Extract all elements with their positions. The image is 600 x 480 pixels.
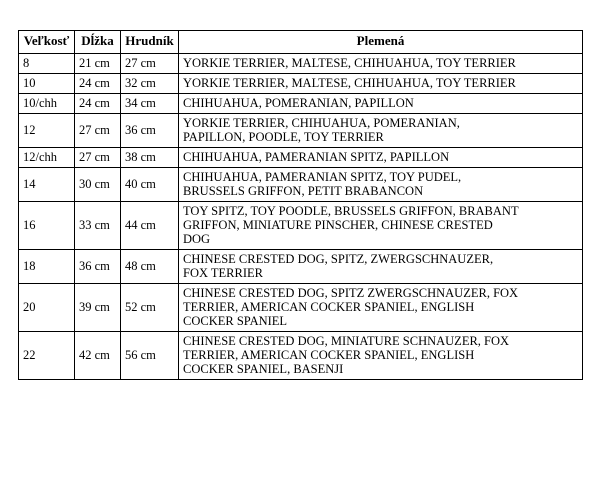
- table-row: [19, 113, 583, 147]
- table-row: [19, 147, 583, 167]
- cell-breeds: [179, 73, 583, 93]
- breed-line: TERRIER, AMERICAN COCKER SPANIEL, ENGLISH: [183, 347, 475, 362]
- table-row: [19, 73, 583, 93]
- breed-line: COCKER SPANIEL, BASENJI: [183, 361, 344, 376]
- cell-chest: 36 cm: [121, 113, 179, 147]
- cell-breeds: [179, 249, 583, 283]
- table-header: [19, 31, 583, 54]
- cell-length: 27 cm: [75, 147, 121, 167]
- breed-line: CHIHUAHUA, PAMERANIAN SPITZ, TOY PUDEL,: [183, 169, 462, 184]
- breed-line: CHIHUAHUA, PAMERANIAN SPITZ, PAPILLON: [183, 149, 450, 164]
- table-row: [19, 249, 583, 283]
- cell-length: 24 cm: [75, 73, 121, 93]
- cell-length: 39 cm: [75, 283, 121, 331]
- breed-line: COCKER SPANIEL: [183, 313, 288, 328]
- cell-size: 18: [19, 249, 75, 283]
- cell-length: 21 cm: [75, 53, 121, 73]
- table-row: [19, 93, 583, 113]
- cell-chest: 27 cm: [121, 53, 179, 73]
- breed-line: PAPILLON, POODLE, TOY TERRIER: [183, 129, 384, 144]
- cell-chest: 40 cm: [121, 167, 179, 201]
- cell-breeds: [179, 331, 583, 379]
- breed-line: TERRIER, AMERICAN COCKER SPANIEL, ENGLISH: [183, 299, 475, 314]
- table-body: [19, 53, 583, 379]
- cell-breeds: [179, 147, 583, 167]
- breed-line: BRUSSELS GRIFFON, PETIT BRABANCON: [183, 183, 424, 198]
- cell-breeds: [179, 113, 583, 147]
- breed-line: CHIHUAHUA, POMERANIAN, PAPILLON: [183, 95, 414, 110]
- breed-line: CHINESE CRESTED DOG, MINIATURE SCHNAUZER, FOX: [183, 333, 510, 348]
- cell-size: 12: [19, 113, 75, 147]
- breed-line: CHINESE CRESTED DOG, SPITZ, ZWERGSCHNAUZER,: [183, 251, 494, 266]
- cell-breeds: [179, 93, 583, 113]
- breed-line: CHINESE CRESTED DOG, SPITZ ZWERGSCHNAUZER, FOX: [183, 285, 519, 300]
- cell-size: 22: [19, 331, 75, 379]
- cell-chest: 34 cm: [121, 93, 179, 113]
- cell-length: 42 cm: [75, 331, 121, 379]
- breed-line: YORKIE TERRIER, MALTESE, CHIHUAHUA, TOY TERRIER: [183, 75, 516, 90]
- cell-chest: 48 cm: [121, 249, 179, 283]
- column-header-size: Veľkosť: [19, 31, 75, 54]
- breed-line: YORKIE TERRIER, CHIHUAHUA, POMERANIAN,: [183, 115, 460, 130]
- breed-line: YORKIE TERRIER, MALTESE, CHIHUAHUA, TOY TERRIER: [183, 55, 516, 70]
- cell-length: 33 cm: [75, 201, 121, 249]
- cell-breeds: [179, 283, 583, 331]
- cell-chest: 44 cm: [121, 201, 179, 249]
- cell-chest: 32 cm: [121, 73, 179, 93]
- breed-line: GRIFFON, MINIATURE PINSCHER, CHINESE CRESTED: [183, 217, 493, 232]
- table-row: [19, 53, 583, 73]
- cell-size: 12/chh: [19, 147, 75, 167]
- size-chart-table: [18, 30, 583, 380]
- cell-size: 14: [19, 167, 75, 201]
- cell-breeds: [179, 201, 583, 249]
- column-header-length: Dĺžka: [75, 31, 121, 54]
- cell-chest: 38 cm: [121, 147, 179, 167]
- cell-breeds: [179, 167, 583, 201]
- cell-length: 36 cm: [75, 249, 121, 283]
- cell-breeds: [179, 53, 583, 73]
- column-header-chest: Hrudník: [121, 31, 179, 54]
- cell-length: 27 cm: [75, 113, 121, 147]
- breed-line: DOG: [183, 231, 211, 246]
- table-row: [19, 201, 583, 249]
- cell-chest: 56 cm: [121, 331, 179, 379]
- table-row: [19, 283, 583, 331]
- size-chart-container: [18, 30, 582, 380]
- cell-length: 24 cm: [75, 93, 121, 113]
- cell-size: 20: [19, 283, 75, 331]
- cell-size: 16: [19, 201, 75, 249]
- breed-line: TOY SPITZ, TOY POODLE, BRUSSELS GRIFFON, BRABANT: [183, 203, 519, 218]
- cell-size: 10/chh: [19, 93, 75, 113]
- table-row: [19, 167, 583, 201]
- table-header-row: [19, 31, 583, 54]
- table-row: [19, 331, 583, 379]
- column-header-breeds: Plemená: [179, 31, 583, 54]
- breed-line: FOX TERRIER: [183, 265, 263, 280]
- cell-chest: 52 cm: [121, 283, 179, 331]
- cell-length: 30 cm: [75, 167, 121, 201]
- cell-size: 8: [19, 53, 75, 73]
- cell-size: 10: [19, 73, 75, 93]
